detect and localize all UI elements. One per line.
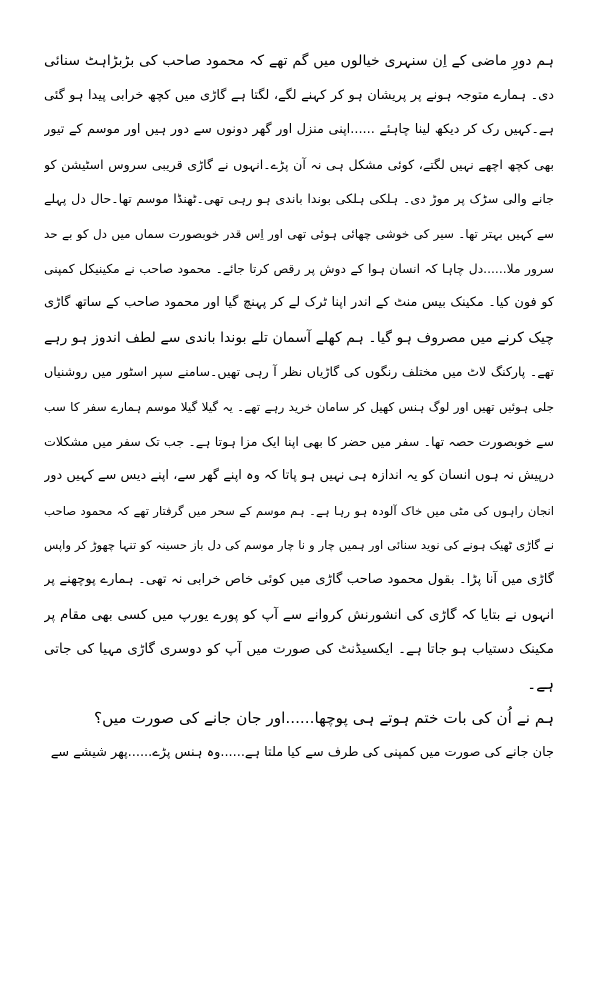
text-line: انجان راہوں کی مٹی میں خاک آلودہ ہو رہا ہے۔ ہم موسم کے سحر میں گرفتار تھے کہ محمود صاحب	[44, 503, 554, 518]
text-line: جانے والی سڑک پر موڑ دی۔ ہلکی ہلکی بوندا باندی ہو رہی تھی۔ٹھنڈا موسم تھا۔حال دل پہلے	[44, 191, 554, 207]
text-line: ہے۔	[527, 674, 554, 693]
text-line: بھی کچھ اچھے نہیں لگتے، کوئی مشکل ہی نہ آن پڑے۔انہوں نے گاڑی قریبی سروس اسٹیشن کو	[44, 156, 554, 172]
text-line: سے خوبصورت حصہ تھا۔ سفر میں حضر کا بھی اپنا ایک مزا ہوتا ہے۔ جب تک سفر میں مشکلات	[44, 433, 554, 449]
text-line: ہم دورِ ماضی کے اِن سنہری خیالوں میں گم تھے کہ محمود صاحب کی بڑبڑاہٹ سنائی	[44, 53, 554, 69]
text-line: سے کہیں بہتر تھا۔ سیر کی خوشی چھائی ہوئی تھی اور اِس قدر خوبصورت سماں میں دل کو بے حد	[44, 226, 554, 241]
text-line: کو فون کیا۔ مکینک بیس منٹ کے اندر اپنا ٹرک لے کر پہنچ گیا اور محمود صاحب کے ساتھ گاڑی	[44, 295, 554, 311]
text-line: سرور ملا......دل چاہا کہ انسان ہوا کے دوش پر رقص کرتا جائے۔ محمود صاحب نے مکینیکل کمپنی	[44, 261, 554, 276]
text-line: مکینک دستیاب ہو جاتا ہے۔ ایکسیڈنٹ کی صورت میں آپ کو دوسری گاڑی مہیا کی جاتی	[44, 641, 554, 658]
text-line: ہے۔کہیں رک کر دیکھ لینا چاہئے ......اپنی منزل اور گھر دونوں سے دور ہیں اور موسم کے تیور	[44, 122, 554, 138]
text-line: جلی ہوئیں تھیں اور لوگ ہنس کھیل کر سامان خرید رہے تھے۔ یہ گیلا گیلا موسم ہمارے سفر کا سب	[44, 399, 554, 414]
document-page	[44, 44, 554, 770]
answer-paragraph: جان جانے کی صورت میں کمپنی کی طرف سے کیا ملتا ہے......وہ ہنس پڑے......پھر شیشے سے	[50, 744, 554, 760]
text-line: تھے۔ پارکنگ لاٹ میں مختلف رنگوں کی گاڑیاں نظر آ رہی تھیں۔سامنے سپر اسٹور میں روشنیاں	[44, 364, 554, 380]
text-line: انہوں نے بتایا کہ گاڑی کی انشورنش کروانے سے آپ کو پورے یورپ میں کسی بھی مقام پر	[44, 606, 554, 623]
text-line: نے گاڑی ٹھیک ہونے کی نوید سنائی اور ہمیں چار و نا چار موسم کی دل باز حسینہ کو تنہا چھوڑ کر واپس	[44, 538, 554, 553]
text-line: چیک کرنے میں مصروف ہو گیا۔ ہم کھلے آسمان تلے بوندا باندی سے لطف اندوز ہو رہے	[44, 329, 554, 346]
question-paragraph: ہم نے اُن کی بات ختم ہوتے ہی پوچھا......اور جان جانے کی صورت میں؟	[94, 709, 554, 728]
text-line: درپیش نہ ہوں انسان کو یہ اندازہ ہی نہیں ہو پاتا کہ وہ اپنے گھر سے، اپنے دیس سے کہیں دور	[44, 468, 554, 484]
text-line: گاڑی میں آنا پڑا۔ بقول محمود صاحب گاڑی میں کوئی خاص خرابی نہ تھی۔ ہمارے پوچھنے پر	[44, 571, 554, 587]
body-paragraph	[44, 44, 554, 701]
text-line: دی۔ ہمارے متوجہ ہونے پر پریشان ہو کر کہنے لگے، لگتا ہے گاڑی میں کچھ خرابی پیدا ہو گئی	[44, 87, 554, 103]
